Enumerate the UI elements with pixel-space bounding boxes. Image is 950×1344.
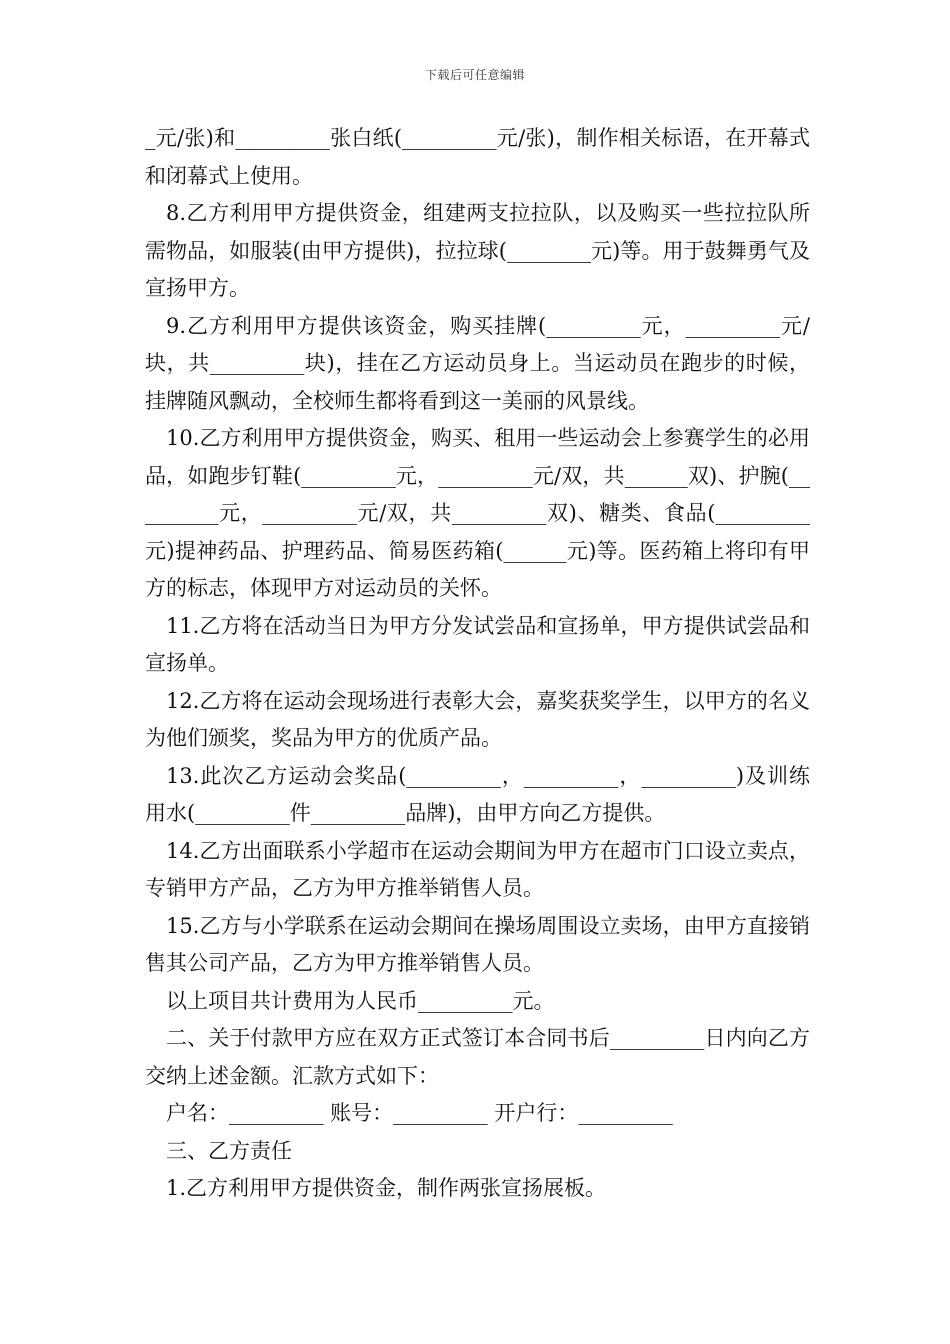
section-payment: 二、关于付款甲方应在双方正式签订本合同书后_________日内向乙方交纳上述金额。汇款方式如下： (145, 1026, 810, 1088)
paragraph-party-b-item-1: 1.乙方利用甲方提供资金，制作两张宣扬展板。 (166, 1176, 607, 1200)
paragraph-item-10: 10.乙方利用甲方提供资金，购买、租用一些运动会上参赛学生的必用品，如跑步钉鞋(_________元，_________元/双，共______双)、护腕(_________元，_________元/双，共_________双)、糖类、食品(_________元)提神药品、护理药品、简易医药箱(______元)等。医药箱上将印有甲方的标志，体现甲方对运动员的关怀。 (145, 426, 810, 600)
paragraph-total-cost: 以上项目共计费用为人民币_________元。 (166, 988, 555, 1013)
document-body (145, 120, 810, 1208)
paragraph-item-12: 12.乙方将在运动会现场进行表彰大会，嘉奖获奖学生，以甲方的名义为他们颁奖，奖品为甲方的优质产品。 (145, 688, 810, 750)
paragraph-continued-slogans: _元/张)和_________张白纸(_________元/张)，制作相关标语，在开幕式和闭幕式上使用。 (145, 126, 810, 188)
paragraph-item-14: 14.乙方出面联系小学超市在运动会期间为甲方在超市门口设立卖点，专销甲方产品，乙方为甲方推举销售人员。 (145, 838, 810, 900)
section-heading-party-b: 三、乙方责任 (166, 1138, 292, 1163)
paragraph-item-13: 13.此次乙方运动会奖品(_________，_________，_________)及训练用水(_________件_________品牌)，由甲方向乙方提供。 (145, 763, 810, 825)
page-header: 下载后可任意编辑 (424, 68, 525, 82)
paragraph-item-15: 15.乙方与小学联系在运动会期间在操场周围设立卖场，由甲方直接销售其公司产品，乙方为甲方推举销售人员。 (145, 913, 810, 975)
paragraph-item-8: 8.乙方利用甲方提供资金，组建两支拉拉队，以及购买一些拉拉队所需物品，如服装(由甲方提供)，拉拉球(________元)等。用于鼓舞勇气及宣扬甲方。 (145, 201, 810, 300)
paragraph-item-9: 9.乙方利用甲方提供该资金，购买挂牌(_________元，_________元/块，共_________块)，挂在乙方运动员身上。当运动员在跑步的时候，挂牌随风飘动，全校师生都将看到这一美丽的风景线。 (145, 313, 810, 413)
paragraph-account-info: 户名：_________ 账号：_________ 开户行：_________ (166, 1101, 673, 1125)
paragraph-item-11: 11.乙方将在活动当日为甲方分发试尝品和宣扬单，甲方提供试尝品和宣扬单。 (145, 613, 810, 675)
